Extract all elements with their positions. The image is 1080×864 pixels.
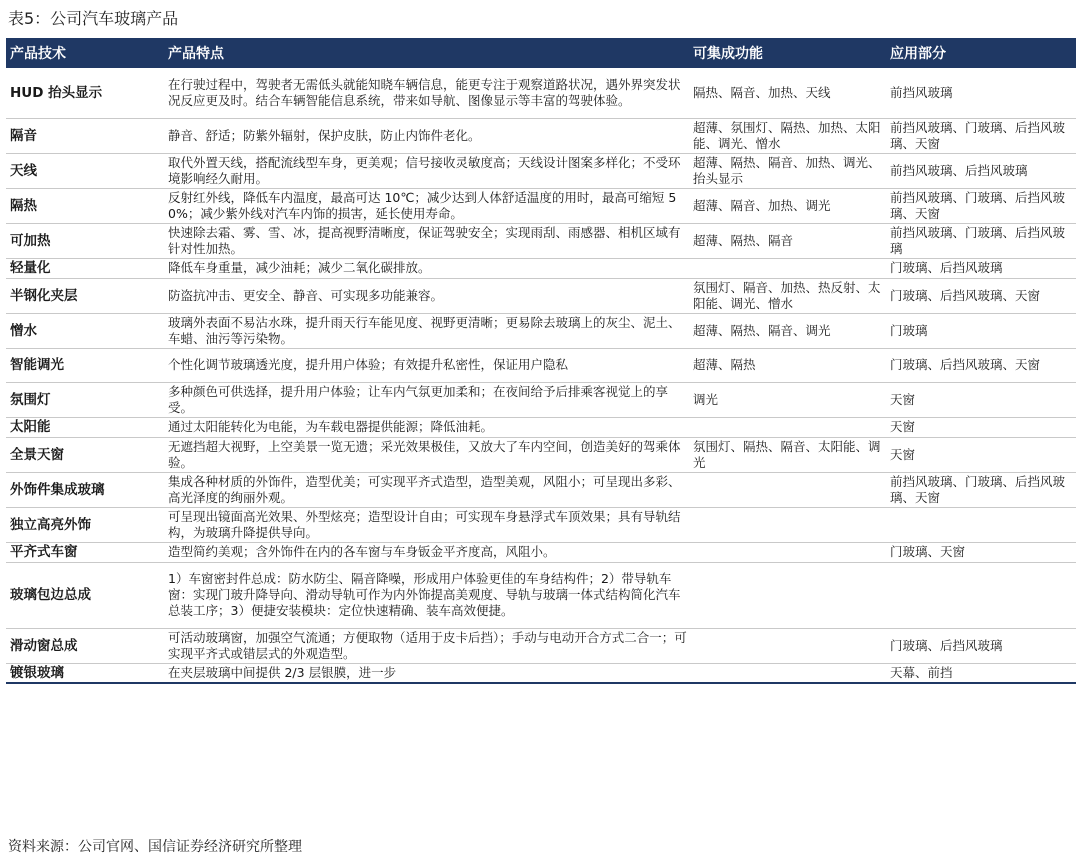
cell-functions [689, 562, 886, 628]
cell-feature: 无遮挡超大视野，上空美景一览无遗；采光效果极佳，又放大了车内空间，创造美好的驾乘体验。 [164, 437, 689, 472]
table-row [6, 542, 1076, 562]
cell-parts: 门玻璃 [886, 313, 1076, 348]
cell-parts: 门玻璃、后挡风玻璃 [886, 628, 1076, 663]
cell-tech: 可加热 [6, 223, 164, 258]
table-row [6, 278, 1076, 313]
table-row [6, 188, 1076, 223]
cell-tech: 太阳能 [6, 417, 164, 437]
cell-functions [689, 542, 886, 562]
table-caption: 表5：公司汽车玻璃产品 [8, 9, 179, 28]
header-parts: 应用部分 [886, 38, 1076, 68]
cell-functions [689, 507, 886, 542]
cell-tech: 独立高亮外饰 [6, 507, 164, 542]
table-row [6, 348, 1076, 382]
cell-functions [689, 417, 886, 437]
cell-functions: 超薄、隔热 [689, 348, 886, 382]
header-feature: 产品特点 [164, 38, 689, 68]
table-header-row [6, 38, 1076, 68]
cell-feature: 取代外置天线，搭配流线型车身，更美观；信号接收灵敏度高；天线设计图案多样化；不受环境影响经久耐用。 [164, 153, 689, 188]
cell-parts: 前挡风玻璃、门玻璃、后挡风玻璃 [886, 223, 1076, 258]
product-table [6, 38, 1076, 684]
cell-parts: 天窗 [886, 417, 1076, 437]
cell-feature: 静音、舒适；防紫外辐射，保护皮肤，防止内饰件老化。 [164, 118, 689, 153]
cell-parts: 门玻璃、后挡风玻璃、天窗 [886, 278, 1076, 313]
cell-feature: 个性化调节玻璃透光度，提升用户体验；有效提升私密性，保证用户隐私 [164, 348, 689, 382]
table-row [6, 507, 1076, 542]
cell-parts [886, 562, 1076, 628]
cell-parts: 前挡风玻璃、后挡风玻璃 [886, 153, 1076, 188]
cell-tech: 滑动窗总成 [6, 628, 164, 663]
cell-parts: 门玻璃、后挡风玻璃、天窗 [886, 348, 1076, 382]
table-row [6, 417, 1076, 437]
source-note: 资料来源：公司官网、国信证券经济研究所整理 [8, 839, 302, 855]
cell-parts: 前挡风玻璃、门玻璃、后挡风玻璃、天窗 [886, 118, 1076, 153]
cell-feature: 可活动玻璃窗，加强空气流通；方便取物（适用于皮卡后挡）；手动与电动开合方式二合一；可实现平齐式或错层式的外观造型。 [164, 628, 689, 663]
header-functions: 可集成功能 [689, 38, 886, 68]
table-row [6, 258, 1076, 278]
cell-parts: 天幕、前挡 [886, 663, 1076, 683]
cell-tech: 轻量化 [6, 258, 164, 278]
table-row [6, 223, 1076, 258]
cell-functions: 氛围灯、隔热、隔音、太阳能、调光 [689, 437, 886, 472]
cell-feature: 1）车窗密封件总成：防水防尘、隔音降噪，形成用户体验更佳的车身结构件；2）带导轨车窗：实现门玻升降导向、滑动导轨可作为内外饰提高美观度、导轨与玻璃一体式结构简化汽车总装工序；3）便捷安装模块：定位快速精确、装车高效便捷。 [164, 562, 689, 628]
table-row [6, 472, 1076, 507]
cell-feature: 降低车身重量，减少油耗；减少二氧化碳排放。 [164, 258, 689, 278]
cell-functions: 超薄、隔热、隔音 [689, 223, 886, 258]
cell-feature: 多种颜色可供选择，提升用户体验；让车内气氛更加柔和；在夜间给予后排乘客视觉上的享受。 [164, 382, 689, 417]
cell-tech: 平齐式车窗 [6, 542, 164, 562]
cell-parts [886, 507, 1076, 542]
cell-feature: 玻璃外表面不易沾水珠，提升雨天行车能见度、视野更清晰；更易除去玻璃上的灰尘、泥土、车蜡、油污等污染物。 [164, 313, 689, 348]
cell-functions [689, 472, 886, 507]
cell-tech: 镀银玻璃 [6, 663, 164, 683]
cell-tech: 全景天窗 [6, 437, 164, 472]
cell-functions: 氛围灯、隔音、加热、热反射、太阳能、调光、憎水 [689, 278, 886, 313]
cell-feature: 可呈现出镜面高光效果、外型炫亮；造型设计自由；可实现车身悬浮式车顶效果；具有导轨结构，为玻璃升降提供导向。 [164, 507, 689, 542]
cell-feature: 反射红外线，降低车内温度，最高可达 10℃；减少达到人体舒适温度的用时，最高可缩短 50%；减少紫外线对汽车内饰的损害，延长使用寿命。 [164, 188, 689, 223]
cell-feature: 快速除去霜、雾、雪、冰，提高视野清晰度，保证驾驶安全；实现雨刮、雨感器、相机区域有针对性加热。 [164, 223, 689, 258]
header-tech: 产品技术 [6, 38, 164, 68]
table-row [6, 153, 1076, 188]
table-row [6, 562, 1076, 628]
table-row [6, 663, 1076, 683]
cell-functions: 调光 [689, 382, 886, 417]
table-row [6, 68, 1076, 118]
cell-functions: 超薄、隔音、加热、调光 [689, 188, 886, 223]
cell-tech: 天线 [6, 153, 164, 188]
cell-parts: 天窗 [886, 437, 1076, 472]
cell-feature: 造型简约美观；含外饰件在内的各车窗与车身钣金平齐度高，风阻小。 [164, 542, 689, 562]
cell-functions: 超薄、氛围灯、隔热、加热、太阳能、调光、憎水 [689, 118, 886, 153]
cell-tech: 隔音 [6, 118, 164, 153]
cell-functions: 隔热、隔音、加热、天线 [689, 68, 886, 118]
table-row [6, 313, 1076, 348]
cell-tech: 隔热 [6, 188, 164, 223]
cell-functions [689, 258, 886, 278]
cell-feature: 通过太阳能转化为电能，为车载电器提供能源；降低油耗。 [164, 417, 689, 437]
cell-functions: 超薄、隔热、隔音、调光 [689, 313, 886, 348]
cell-feature: 在行驶过程中，驾驶者无需低头就能知晓车辆信息，能更专注于观察道路状况，遇外界突发状况反应更及时。结合车辆智能信息系统，带来如导航、图像显示等丰富的驾驶体验。 [164, 68, 689, 118]
cell-tech: 半钢化夹层 [6, 278, 164, 313]
cell-functions [689, 663, 886, 683]
table-row [6, 628, 1076, 663]
cell-tech: 智能调光 [6, 348, 164, 382]
cell-parts: 前挡风玻璃 [886, 68, 1076, 118]
cell-parts: 前挡风玻璃、门玻璃、后挡风玻璃、天窗 [886, 188, 1076, 223]
cell-tech: 外饰件集成玻璃 [6, 472, 164, 507]
cell-tech: 憎水 [6, 313, 164, 348]
cell-feature: 集成各种材质的外饰件，造型优美；可实现平齐式造型，造型美观，风阻小；可呈现出多彩、高光泽度的绚丽外观。 [164, 472, 689, 507]
cell-functions [689, 628, 886, 663]
cell-tech: 氛围灯 [6, 382, 164, 417]
cell-tech: HUD 抬头显示 [6, 68, 164, 118]
cell-parts: 门玻璃、后挡风玻璃 [886, 258, 1076, 278]
cell-tech: 玻璃包边总成 [6, 562, 164, 628]
cell-feature: 防盗抗冲击、更安全、静音、可实现多功能兼容。 [164, 278, 689, 313]
cell-parts: 门玻璃、天窗 [886, 542, 1076, 562]
table-row [6, 118, 1076, 153]
cell-feature: 在夹层玻璃中间提供 2/3 层银膜，进一步 [164, 663, 689, 683]
table-row [6, 382, 1076, 417]
cell-parts: 天窗 [886, 382, 1076, 417]
cell-parts: 前挡风玻璃、门玻璃、后挡风玻璃、天窗 [886, 472, 1076, 507]
cell-functions: 超薄、隔热、隔音、加热、调光、抬头显示 [689, 153, 886, 188]
table-row [6, 437, 1076, 472]
